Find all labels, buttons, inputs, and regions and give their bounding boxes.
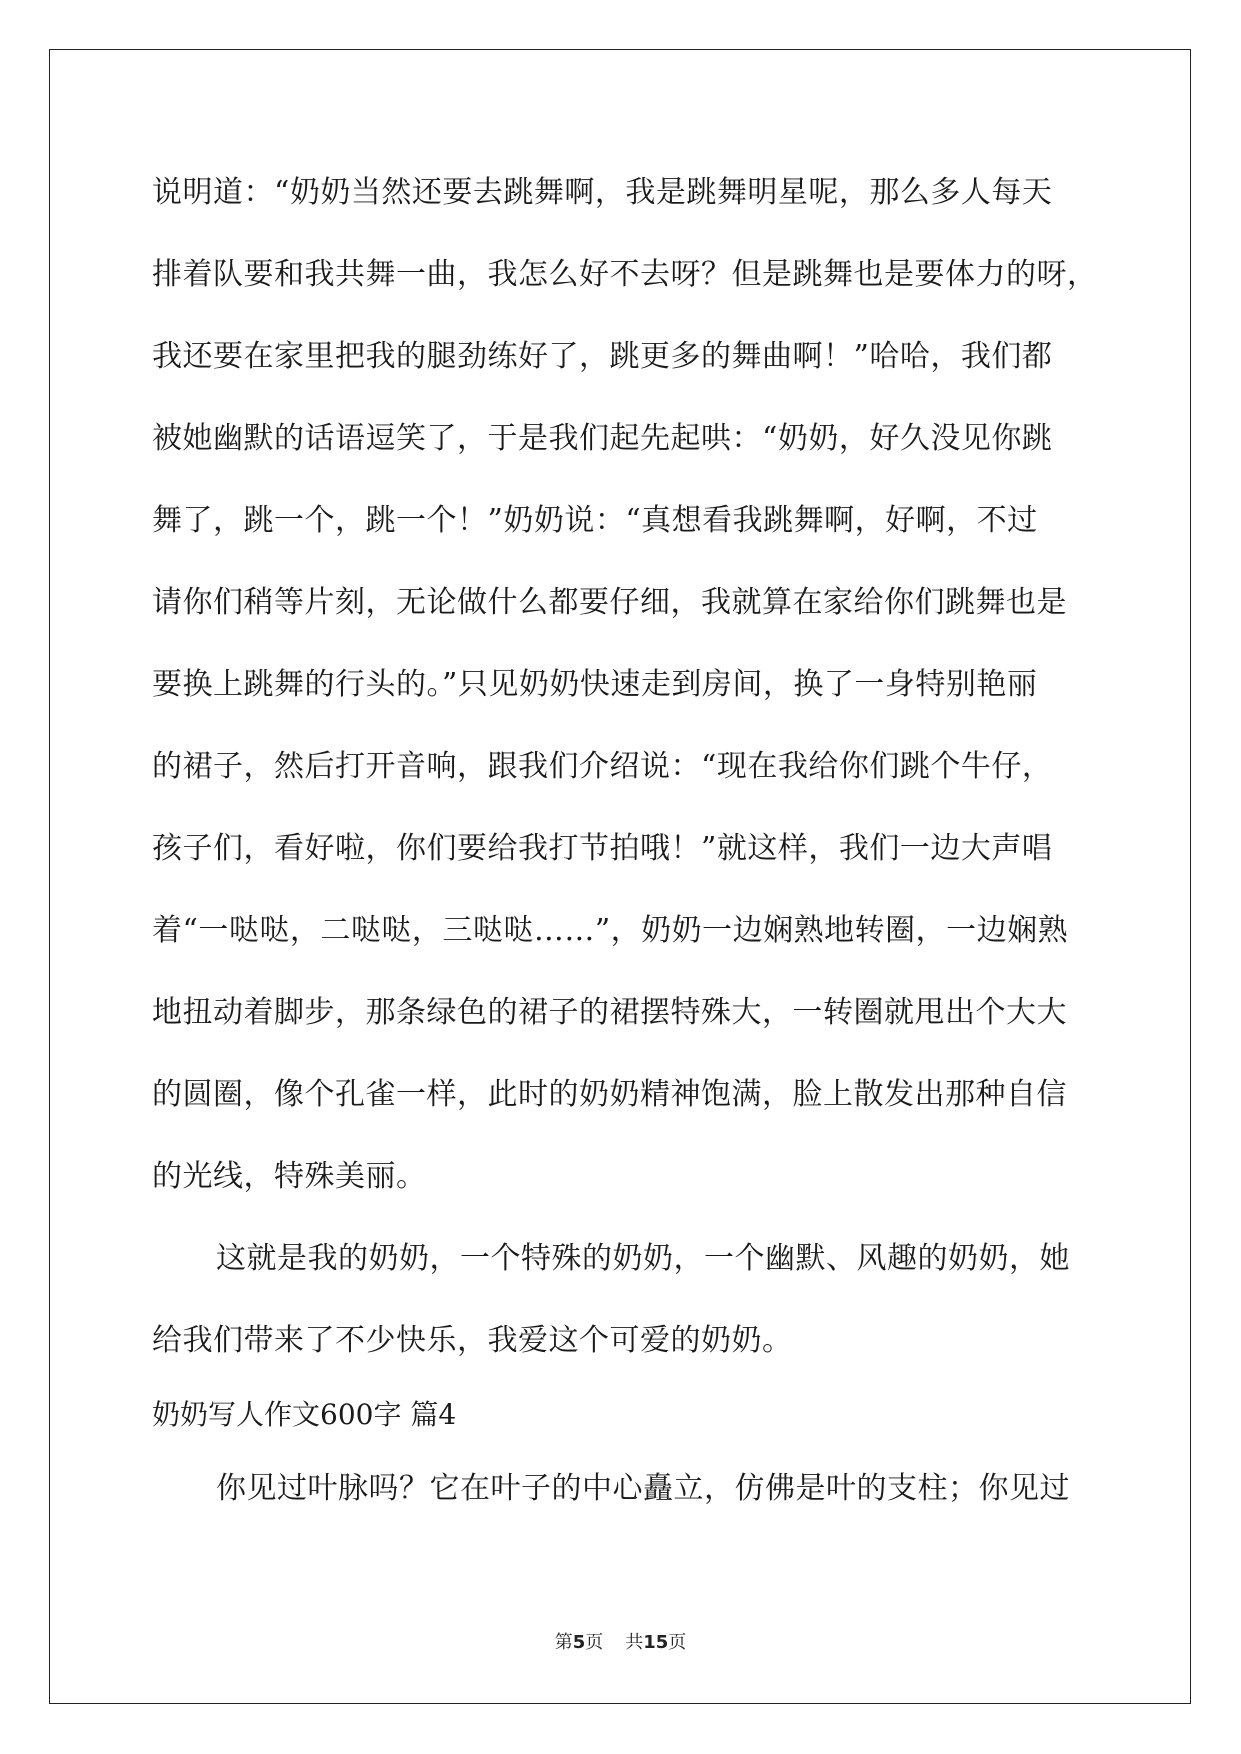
text-line: 被她幽默的话语逗笑了，于是我们起先起哄：“奶奶，好久没见你跳	[152, 421, 1053, 456]
total-pages-number: 15	[643, 1632, 669, 1653]
total-prefix: 共	[625, 1632, 644, 1653]
page-prefix: 第	[554, 1632, 573, 1653]
text-line: 请你们稍等片刻，无论做什么都要仔细，我就算在家给你们跳舞也是	[152, 585, 1067, 620]
current-page-number: 5	[572, 1632, 586, 1653]
text-line: 排着队要和我共舞一曲，我怎么好不去呀？但是跳舞也是要体力的呀，	[152, 257, 1098, 292]
page-footer	[0, 1628, 1241, 1654]
text-line: 说明道：“奶奶当然还要去跳舞啊，我是跳舞明星呢，那么多人每天	[152, 175, 1053, 210]
text-line: 着“一哒哒，二哒哒，三哒哒……”，奶奶一边娴熟地转圈，一边娴熟	[152, 913, 1069, 948]
document-body	[152, 152, 1098, 1530]
text-line: 的圆圈，像个孔雀一样，此时的奶奶精神饱满，脸上散发出那种自信	[152, 1077, 1067, 1112]
paragraph	[152, 152, 1098, 1218]
text-line: 这就是我的奶奶，一个特殊的奶奶，一个幽默、风趣的奶奶，她	[216, 1241, 1070, 1276]
paragraph	[152, 1448, 1092, 1530]
text-line: 我还要在家里把我的腿劲练好了，跳更多的舞曲啊！”哈哈，我们都	[152, 339, 1053, 374]
text-line: 的裙子，然后打开音响，跟我们介绍说：“现在我给你们跳个牛仔，	[152, 749, 1053, 784]
section-heading: 奶奶写人作文600字 篇4	[152, 1398, 457, 1431]
total-suffix: 页	[668, 1632, 687, 1653]
paragraph	[152, 1218, 1092, 1382]
text-line: 的光线，特殊美丽。	[152, 1159, 427, 1194]
text-line: 要换上跳舞的行头的。”只见奶奶快速走到房间，换了一身特别艳丽	[152, 667, 1038, 702]
text-line: 给我们带来了不少快乐，我爱这个可爱的奶奶。	[152, 1323, 793, 1358]
text-line: 孩子们，看好啦，你们要给我打节拍哦！”就这样，我们一边大声唱	[152, 831, 1053, 866]
text-line: 地扭动着脚步，那条绿色的裙子的裙摆特殊大，一转圈就甩出个大大	[152, 995, 1067, 1030]
text-line: 你见过叶脉吗？它在叶子的中心矗立，仿佛是叶的支柱；你见过	[216, 1471, 1070, 1506]
page-suffix: 页	[585, 1632, 604, 1653]
text-line: 舞了，跳一个，跳一个！”奶奶说：“真想看我跳舞啊，好啊，不过	[152, 503, 1038, 538]
